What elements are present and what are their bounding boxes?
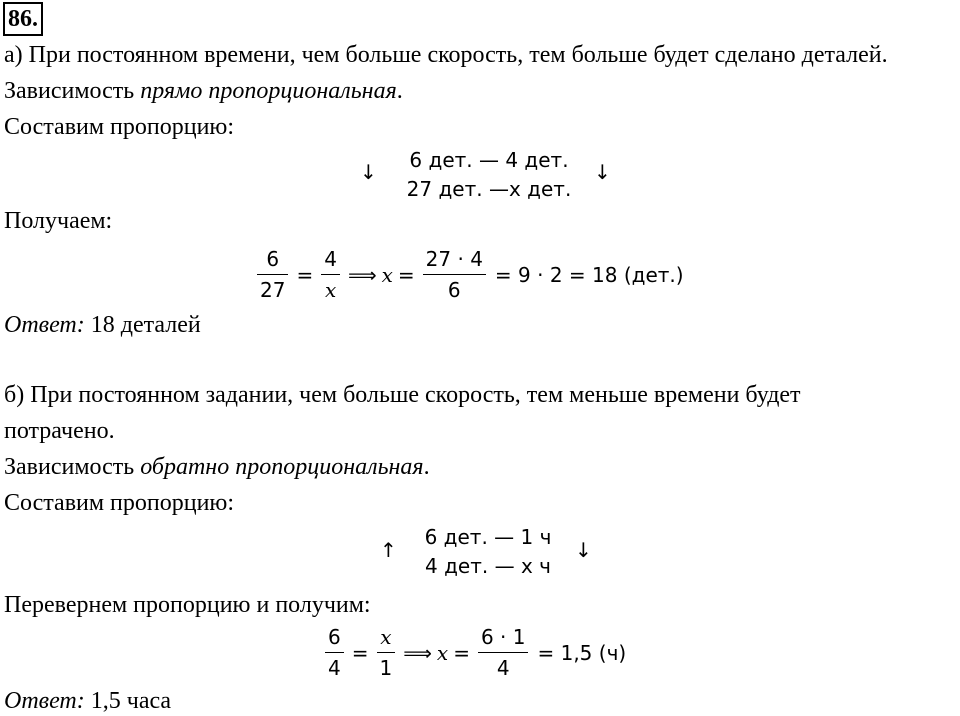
fraction	[423, 244, 486, 305]
equals-sign: =	[397, 262, 415, 287]
fraction	[325, 622, 344, 683]
numerator: x	[380, 625, 392, 649]
equals-sign: =	[351, 640, 369, 665]
dependency-suffix: .	[396, 78, 403, 104]
variable: x	[381, 262, 393, 287]
answer-text: 1,5 часа	[84, 688, 172, 714]
implies-sign: ⟹	[403, 640, 432, 665]
part-a-dependency	[4, 78, 403, 105]
numerator: 27 · 4	[425, 247, 483, 271]
denominator: 27	[260, 278, 286, 302]
part-b-answer	[4, 688, 171, 715]
fraction	[478, 622, 529, 683]
answer-text: 18 деталей	[84, 312, 201, 338]
part-b-equation	[322, 622, 626, 683]
dependency-prefix: Зависимость	[4, 78, 141, 104]
equation-tail: = 1,5 (ч)	[537, 640, 627, 665]
part-b-proportion	[414, 523, 562, 581]
part-b-dependency	[4, 454, 430, 481]
part-a-answer	[4, 312, 201, 339]
part-b-compose-label: Составим пропорцию:	[4, 490, 235, 516]
answer-label: Ответ:	[4, 312, 85, 338]
part-a-statement: а) При постоянном времени, чем больше скорость, тем больше будет сделано деталей.	[4, 42, 888, 68]
dependency-type: обратно пропорциональная	[140, 454, 424, 480]
proportion-row: 4 дет. — х ч	[425, 554, 551, 578]
variable: x	[436, 640, 449, 665]
proportion-row: 6 дет. — 4 дет.	[409, 148, 569, 172]
up-arrow-icon: ↑	[380, 538, 397, 562]
part-a-proportion	[396, 146, 582, 204]
numerator: 6 · 1	[480, 625, 526, 649]
denominator: 4	[496, 656, 510, 680]
problem-number: 86.	[3, 2, 43, 36]
fraction	[321, 244, 340, 305]
implies-sign: ⟹	[347, 262, 377, 287]
down-arrow-icon: ↓	[360, 160, 377, 184]
denominator: 4	[328, 656, 341, 680]
denominator: x	[324, 278, 337, 302]
denominator: 1	[379, 656, 393, 680]
proportion-row: 6 дет. — 1 ч	[424, 525, 552, 549]
fraction	[377, 622, 396, 683]
answer-label: Ответ:	[4, 688, 85, 714]
part-b-statement: б) При постоянном задании, чем больше скорость, тем меньше времени будет	[4, 382, 801, 408]
numerator: 4	[324, 247, 337, 271]
denominator: 6	[447, 278, 461, 302]
down-arrow-icon: ↓	[575, 538, 592, 562]
part-b-flip-label: Перевернем пропорцию и получим:	[4, 592, 371, 618]
equation-tail: = 9 · 2 = 18 (дет.)	[494, 262, 684, 287]
fraction	[257, 244, 288, 305]
part-a-equation	[254, 244, 684, 305]
equals-sign: =	[453, 640, 470, 665]
numerator: 6	[266, 247, 280, 271]
down-arrow-icon: ↓	[594, 160, 611, 184]
dependency-type: прямо пропорциональная	[140, 78, 397, 104]
part-a-obtain-label: Получаем:	[4, 208, 113, 234]
dependency-suffix: .	[423, 454, 430, 480]
equals-sign: =	[296, 262, 314, 287]
dependency-prefix: Зависимость	[4, 454, 141, 480]
proportion-row: 27 дет. —х дет.	[406, 177, 572, 201]
numerator: 6	[328, 625, 341, 649]
part-b-statement-cont: потрачено.	[4, 418, 115, 444]
part-a-compose-label: Составим пропорцию:	[4, 114, 235, 140]
